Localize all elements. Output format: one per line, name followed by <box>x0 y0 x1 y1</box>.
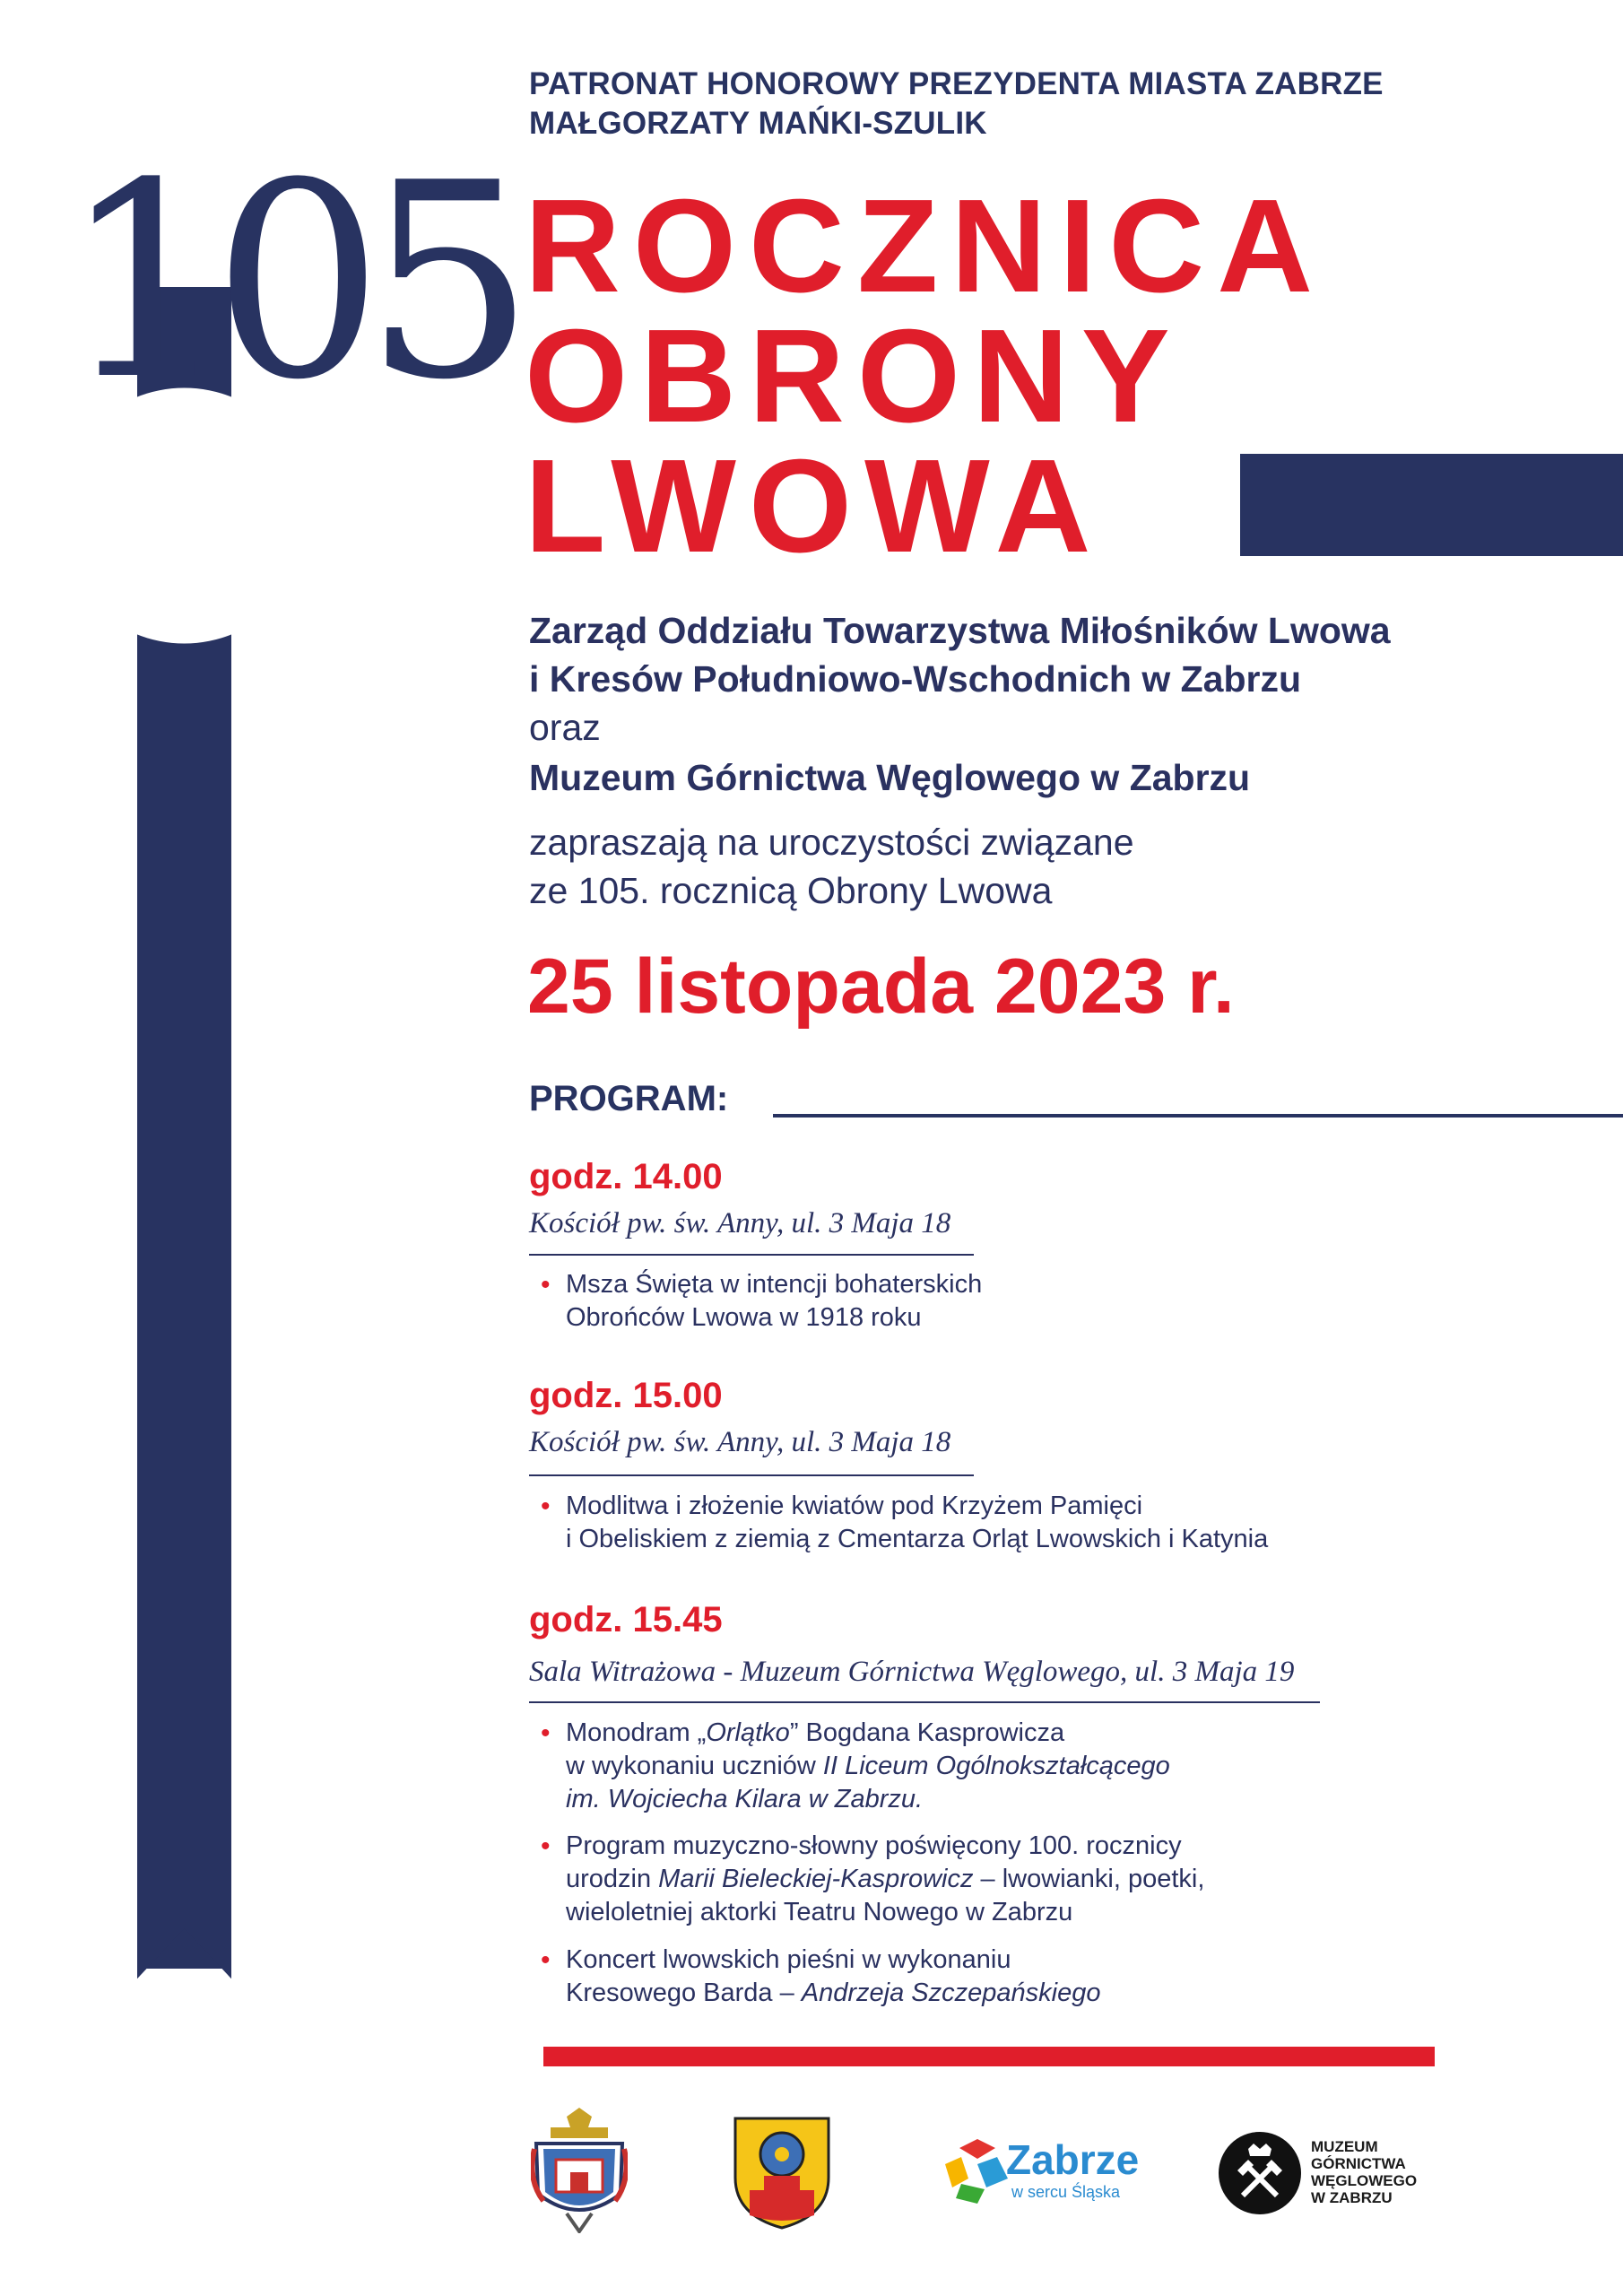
item-text-italic: im. Wojciecha Kilara w Zabrzu. <box>566 1785 924 1813</box>
zabrze-logo-tagline: w sercu Śląska <box>1011 2183 1121 2201</box>
museum-logo-line-4: W ZABRZU <box>1311 2189 1393 2206</box>
event-1-place: Kościół pw. św. Anny, ul. 3 Maja 18 <box>529 1207 951 1239</box>
museum-logo-line-3: WĘGLOWEGO <box>1311 2172 1418 2189</box>
bullet-icon: • <box>541 1945 551 1975</box>
bullet-icon: • <box>541 1270 551 1300</box>
museum-logo-line-2: GÓRNICTWA <box>1311 2155 1406 2172</box>
bullet-icon: • <box>541 1492 551 1521</box>
item-text: Monodram „ <box>566 1718 707 1747</box>
item-text: urodzin <box>566 1865 659 1893</box>
event-1-time: godz. 14.00 <box>529 1157 723 1196</box>
red-accent-bar <box>543 2047 1435 2066</box>
event-1-item-line-2: Obrońców Lwowa w 1918 roku <box>566 1303 922 1332</box>
patronage-line-1: PATRONAT HONOROWY PREZYDENTA MIASTA ZABRZE <box>529 66 1384 101</box>
title-line-1: ROCZNICA <box>525 172 1326 320</box>
bullet-icon: • <box>541 1831 551 1861</box>
zabrze-coat-of-arms-logo <box>732 2115 832 2230</box>
program-heading-rule <box>773 1114 1623 1118</box>
lwow-coat-of-arms-logo <box>531 2108 628 2233</box>
event-2-time: godz. 15.00 <box>529 1376 723 1415</box>
organizer-1-line-1: Zarząd Oddziału Towarzystwa Miłośników Lwowa <box>529 610 1391 651</box>
item-text: Koncert lwowskich pieśni w wykonaniu <box>566 1945 1011 1974</box>
title-line-2: OBRONY <box>525 302 1183 450</box>
title-line-3: LWOWA <box>525 432 1104 580</box>
navy-accent-bar <box>1240 454 1623 556</box>
event-3-rule <box>529 1701 1320 1703</box>
item-text-italic: Andrzeja Szczepańskiego <box>801 1979 1101 2007</box>
event-3-time: godz. 15.45 <box>529 1600 723 1639</box>
event-2-item-line-2: i Obeliskiem z ziemią z Cmentarza Orląt Lwowskich i Katynia <box>566 1525 1269 1553</box>
patronage-text <box>529 65 1384 144</box>
item-text: ” Bogdana Kasprowicza <box>789 1718 1065 1747</box>
organizer-1-line-2: i Kresów Południowo-Wschodnich w Zabrzu <box>529 658 1301 700</box>
patronage-line-2: MAŁGORZATY MAŃKI-SZULIK <box>529 106 987 141</box>
museum-logo-line-1: MUZEUM <box>1311 2138 1378 2155</box>
event-2-item-line-1: Modlitwa i złożenie kwiatów pod Krzyżem Pamięci <box>566 1492 1143 1520</box>
item-text-italic: Marii Bieleckiej-Kasprowicz <box>658 1865 974 1893</box>
event-3-place: Sala Witrażowa - Muzeum Górnictwa Węglowego, ul. 3 Maja 19 <box>529 1656 1295 1688</box>
event-2-place: Kościół pw. św. Anny, ul. 3 Maja 18 <box>529 1426 951 1458</box>
item-text: – lwowianki, poetki, <box>973 1865 1205 1893</box>
event-1-rule <box>529 1254 974 1256</box>
event-date: 25 listopada 2023 r. <box>527 944 1235 1030</box>
item-text: wieloletniej aktorki Teatru Nowego w Zabrzu <box>566 1898 1073 1926</box>
museum-mining-logo <box>1218 2131 1302 2215</box>
event-1-item-line-1: Msza Święta w intencji bohaterskich <box>566 1270 983 1299</box>
item-text-italic: II Liceum Ogólnokształcącego <box>822 1752 1170 1780</box>
item-text: Program muzyczno-słowny poświęcony 100. rocznicy <box>566 1831 1182 1860</box>
invite-line-1: zapraszają na uroczystości związane <box>529 822 1134 863</box>
program-heading: PROGRAM: <box>529 1079 729 1118</box>
invite-line-2: ze 105. rocznicą Obrony Lwowa <box>529 870 1053 911</box>
organizer-2: Muzeum Górnictwa Węglowego w Zabrzu <box>529 757 1251 798</box>
item-text: w wykonaniu uczniów <box>566 1752 823 1780</box>
organizers <box>529 606 1391 915</box>
event-2-rule <box>529 1474 974 1476</box>
zabrze-logo-word: Zabrze <box>1006 2136 1140 2183</box>
item-text-italic: Orlątko <box>706 1718 790 1747</box>
museum-logo-text <box>1311 2138 1417 2206</box>
anniversary-number: 105 <box>61 126 516 439</box>
zabrze-city-logo <box>942 2139 1013 2204</box>
item-text: Kresowego Barda – <box>566 1979 802 2007</box>
bullet-icon: • <box>541 1718 551 1748</box>
organizers-conjunction: oraz <box>529 707 601 748</box>
